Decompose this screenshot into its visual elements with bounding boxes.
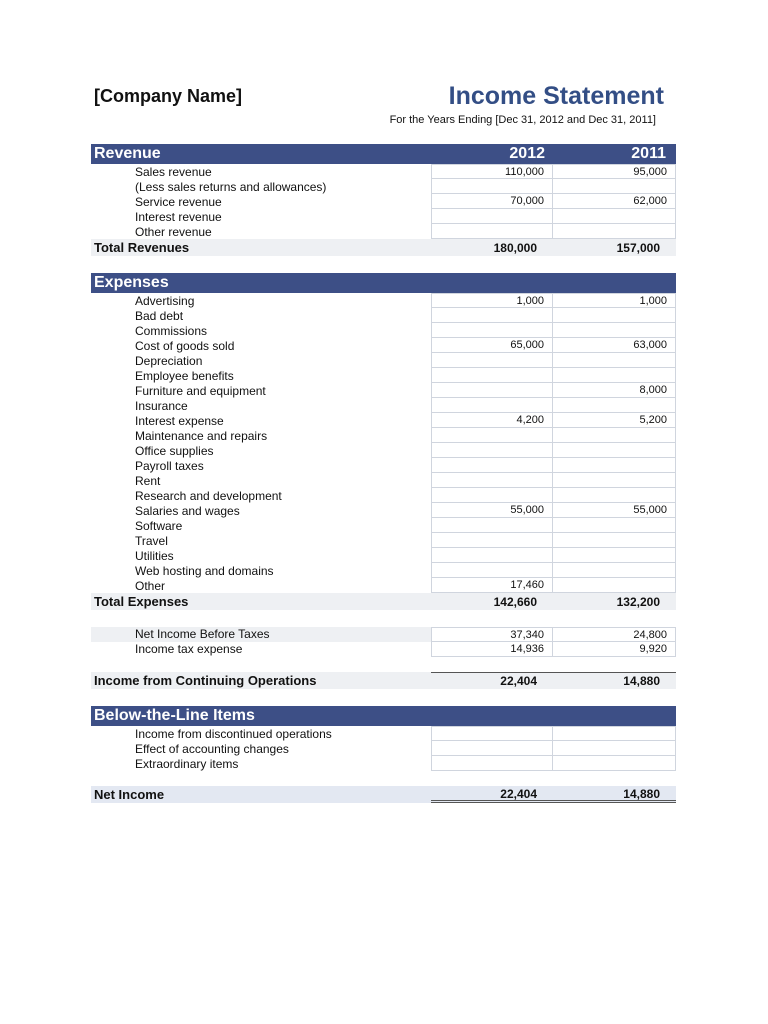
line-item-2011-cell[interactable]: 95,000 — [553, 164, 676, 179]
line-item-label: Utilities — [135, 548, 174, 563]
line-item-label: Interest expense — [135, 413, 224, 428]
revenue-title: Revenue — [94, 145, 161, 162]
company-name: [Company Name] — [94, 86, 243, 106]
period-subtitle: For the Years Ending [Dec 31, 2012 and Dec 31, 2011] — [389, 114, 656, 126]
line-item-row — [91, 338, 676, 353]
line-item-2011-cell[interactable] — [553, 323, 676, 338]
line-item-row — [91, 443, 676, 458]
continuing-ops-label: Income from Continuing Operations — [94, 673, 317, 688]
line-item-2011-cell[interactable] — [553, 368, 676, 383]
line-item-2012-cell[interactable] — [431, 488, 553, 503]
line-item-2012-cell[interactable]: 70,000 — [431, 194, 553, 209]
line-item-2012-cell[interactable] — [431, 308, 553, 323]
below-line-rows — [91, 726, 676, 771]
income-tax-expense-2011[interactable]: 9,920 — [553, 642, 676, 657]
line-item-row — [91, 383, 676, 398]
line-item-label: Other revenue — [135, 224, 212, 239]
total-expenses-label: Total Expenses — [94, 594, 189, 609]
line-item-2012-cell[interactable]: 17,460 — [431, 578, 553, 593]
line-item-label: Income from discontinued operations — [135, 726, 332, 741]
line-item-label: Service revenue — [135, 194, 222, 209]
line-item-row — [91, 578, 676, 593]
line-item-2012-cell[interactable] — [431, 209, 553, 224]
below-line-header — [91, 706, 676, 726]
line-item-2012-cell[interactable] — [431, 428, 553, 443]
line-item-2011-cell[interactable] — [553, 398, 676, 413]
line-item-row — [91, 473, 676, 488]
income-tax-expense-2012[interactable]: 14,936 — [431, 642, 553, 657]
line-item-2011-cell[interactable] — [553, 756, 676, 771]
line-item-2012-cell[interactable]: 110,000 — [431, 164, 553, 179]
line-item-row — [91, 164, 676, 179]
line-item-label: (Less sales returns and allowances) — [135, 179, 327, 194]
line-item-label: Sales revenue — [135, 164, 212, 179]
line-item-2011-cell[interactable] — [553, 224, 676, 239]
total-expenses-2011[interactable]: 132,200 — [616, 594, 660, 609]
taxes-section — [91, 627, 676, 657]
line-item-2011-cell[interactable] — [553, 518, 676, 533]
line-item-2011-cell[interactable]: 55,000 — [553, 503, 676, 518]
line-item-label: Effect of accounting changes — [135, 741, 289, 756]
line-item-2011-cell[interactable]: 8,000 — [553, 383, 676, 398]
line-item-2012-cell[interactable] — [431, 398, 553, 413]
line-item-row — [91, 741, 676, 756]
line-item-row — [91, 428, 676, 443]
line-item-label: Employee benefits — [135, 368, 234, 383]
income-tax-expense-label: Income tax expense — [135, 642, 243, 656]
line-item-label: Extraordinary items — [135, 756, 239, 771]
line-item-2011-cell[interactable]: 5,200 — [553, 413, 676, 428]
line-item-2012-cell[interactable] — [431, 473, 553, 488]
line-item-2012-cell[interactable] — [431, 368, 553, 383]
line-item-2011-cell[interactable] — [553, 458, 676, 473]
line-item-2012-cell[interactable] — [431, 353, 553, 368]
line-item-row — [91, 458, 676, 473]
line-item-row — [91, 726, 676, 741]
expenses-header — [91, 273, 676, 293]
line-item-2012-cell[interactable]: 4,200 — [431, 413, 553, 428]
net-income-before-taxes-row — [91, 627, 676, 642]
line-item-label: Research and development — [135, 488, 282, 503]
column-2011-header: 2011 — [631, 145, 666, 162]
line-item-label: Insurance — [135, 398, 188, 413]
line-item-row — [91, 353, 676, 368]
net-income-2012[interactable]: 22,404 — [431, 786, 553, 803]
expenses-rows — [91, 293, 676, 593]
line-item-label: Maintenance and repairs — [135, 428, 268, 443]
line-item-2011-cell[interactable] — [553, 548, 676, 563]
line-item-2011-cell[interactable] — [553, 488, 676, 503]
line-item-row — [91, 398, 676, 413]
line-item-2012-cell[interactable] — [431, 756, 553, 771]
line-item-row — [91, 488, 676, 503]
line-item-2012-cell[interactable] — [431, 224, 553, 239]
below-line-section — [91, 706, 676, 771]
income-tax-expense-row — [91, 642, 676, 657]
revenue-rows — [91, 164, 676, 239]
line-item-row — [91, 413, 676, 428]
line-item-2011-cell[interactable]: 1,000 — [553, 293, 676, 308]
line-item-label: Office supplies — [135, 443, 214, 458]
line-item-row — [91, 194, 676, 209]
total-expenses-2012[interactable]: 142,660 — [493, 594, 537, 609]
line-item-label: Advertising — [135, 293, 195, 308]
line-item-label: Web hosting and domains — [135, 563, 274, 578]
line-item-2011-cell[interactable] — [553, 428, 676, 443]
line-item-label: Travel — [135, 533, 168, 548]
line-item-label: Salaries and wages — [135, 503, 240, 518]
line-item-2012-cell[interactable] — [431, 563, 553, 578]
continuing-ops-2012[interactable]: 22,404 — [431, 672, 553, 689]
line-item-row — [91, 209, 676, 224]
line-item-2012-cell[interactable]: 1,000 — [431, 293, 553, 308]
revenue-header — [91, 144, 676, 164]
line-item-2011-cell[interactable] — [553, 726, 676, 741]
line-item-row — [91, 179, 676, 194]
total-revenues-label: Total Revenues — [94, 240, 190, 255]
line-item-2011-cell[interactable] — [553, 533, 676, 548]
line-item-row — [91, 533, 676, 548]
line-item-row — [91, 293, 676, 308]
line-item-label: Other — [135, 578, 166, 593]
total-revenues-2012[interactable]: 180,000 — [493, 240, 537, 255]
line-item-row — [91, 756, 676, 771]
total-revenues-2011[interactable]: 157,000 — [616, 240, 660, 255]
line-item-2011-cell[interactable] — [553, 443, 676, 458]
line-item-2011-cell[interactable] — [553, 308, 676, 323]
line-item-row — [91, 563, 676, 578]
line-item-label: Depreciation — [135, 353, 203, 368]
line-item-2012-cell[interactable] — [431, 179, 553, 194]
line-item-2012-cell[interactable] — [431, 443, 553, 458]
line-item-2011-cell[interactable]: 63,000 — [553, 338, 676, 353]
line-item-row — [91, 518, 676, 533]
line-item-row — [91, 323, 676, 338]
line-item-2012-cell[interactable] — [431, 518, 553, 533]
line-item-2012-cell[interactable] — [431, 741, 553, 756]
document-title: Income Statement — [448, 82, 664, 110]
line-item-2012-cell[interactable] — [431, 323, 553, 338]
net-income-before-taxes-2012[interactable]: 37,340 — [431, 627, 553, 642]
line-item-2012-cell[interactable] — [431, 533, 553, 548]
line-item-row — [91, 368, 676, 383]
line-item-2012-cell[interactable]: 65,000 — [431, 338, 553, 353]
line-item-2011-cell[interactable] — [553, 578, 676, 593]
net-income-section — [91, 786, 676, 803]
line-item-2012-cell[interactable]: 55,000 — [431, 503, 553, 518]
line-item-row — [91, 308, 676, 323]
revenue-section — [91, 144, 676, 256]
net-income-before-taxes-label: Net Income Before Taxes — [91, 627, 431, 642]
line-item-label: Bad debt — [135, 308, 184, 323]
net-income-row — [91, 786, 676, 803]
continuing-ops-2011[interactable]: 14,880 — [553, 672, 676, 689]
line-item-label: Software — [135, 518, 183, 533]
line-item-label: Rent — [135, 473, 161, 488]
line-item-2012-cell[interactable] — [431, 548, 553, 563]
line-item-2012-cell[interactable] — [431, 458, 553, 473]
line-item-2011-cell[interactable] — [553, 473, 676, 488]
line-item-2011-cell[interactable] — [553, 209, 676, 224]
total-expenses-row — [91, 593, 676, 610]
line-item-row — [91, 224, 676, 239]
net-income-2011[interactable]: 14,880 — [553, 786, 676, 803]
line-item-2011-cell[interactable] — [553, 179, 676, 194]
line-item-label: Cost of goods sold — [135, 338, 235, 353]
continuing-ops-section — [91, 672, 676, 689]
line-item-row — [91, 548, 676, 563]
line-item-2011-cell[interactable]: 62,000 — [553, 194, 676, 209]
line-item-label: Interest revenue — [135, 209, 222, 224]
expenses-title: Expenses — [94, 274, 169, 291]
total-revenues-row — [91, 239, 676, 256]
line-item-2011-cell[interactable] — [553, 353, 676, 368]
expenses-section — [91, 273, 676, 610]
continuing-ops-row — [91, 672, 676, 689]
column-2012-header: 2012 — [509, 145, 545, 162]
line-item-row — [91, 503, 676, 518]
line-item-label: Payroll taxes — [135, 458, 204, 473]
net-income-label: Net Income — [94, 787, 165, 802]
line-item-label: Furniture and equipment — [135, 383, 266, 398]
line-item-2012-cell[interactable] — [431, 383, 553, 398]
below-line-title: Below-the-Line Items — [94, 707, 255, 724]
line-item-label: Commissions — [135, 323, 208, 338]
line-item-2011-cell[interactable] — [553, 741, 676, 756]
net-income-before-taxes-2011[interactable]: 24,800 — [553, 627, 676, 642]
line-item-2012-cell[interactable] — [431, 726, 553, 741]
line-item-2011-cell[interactable] — [553, 563, 676, 578]
